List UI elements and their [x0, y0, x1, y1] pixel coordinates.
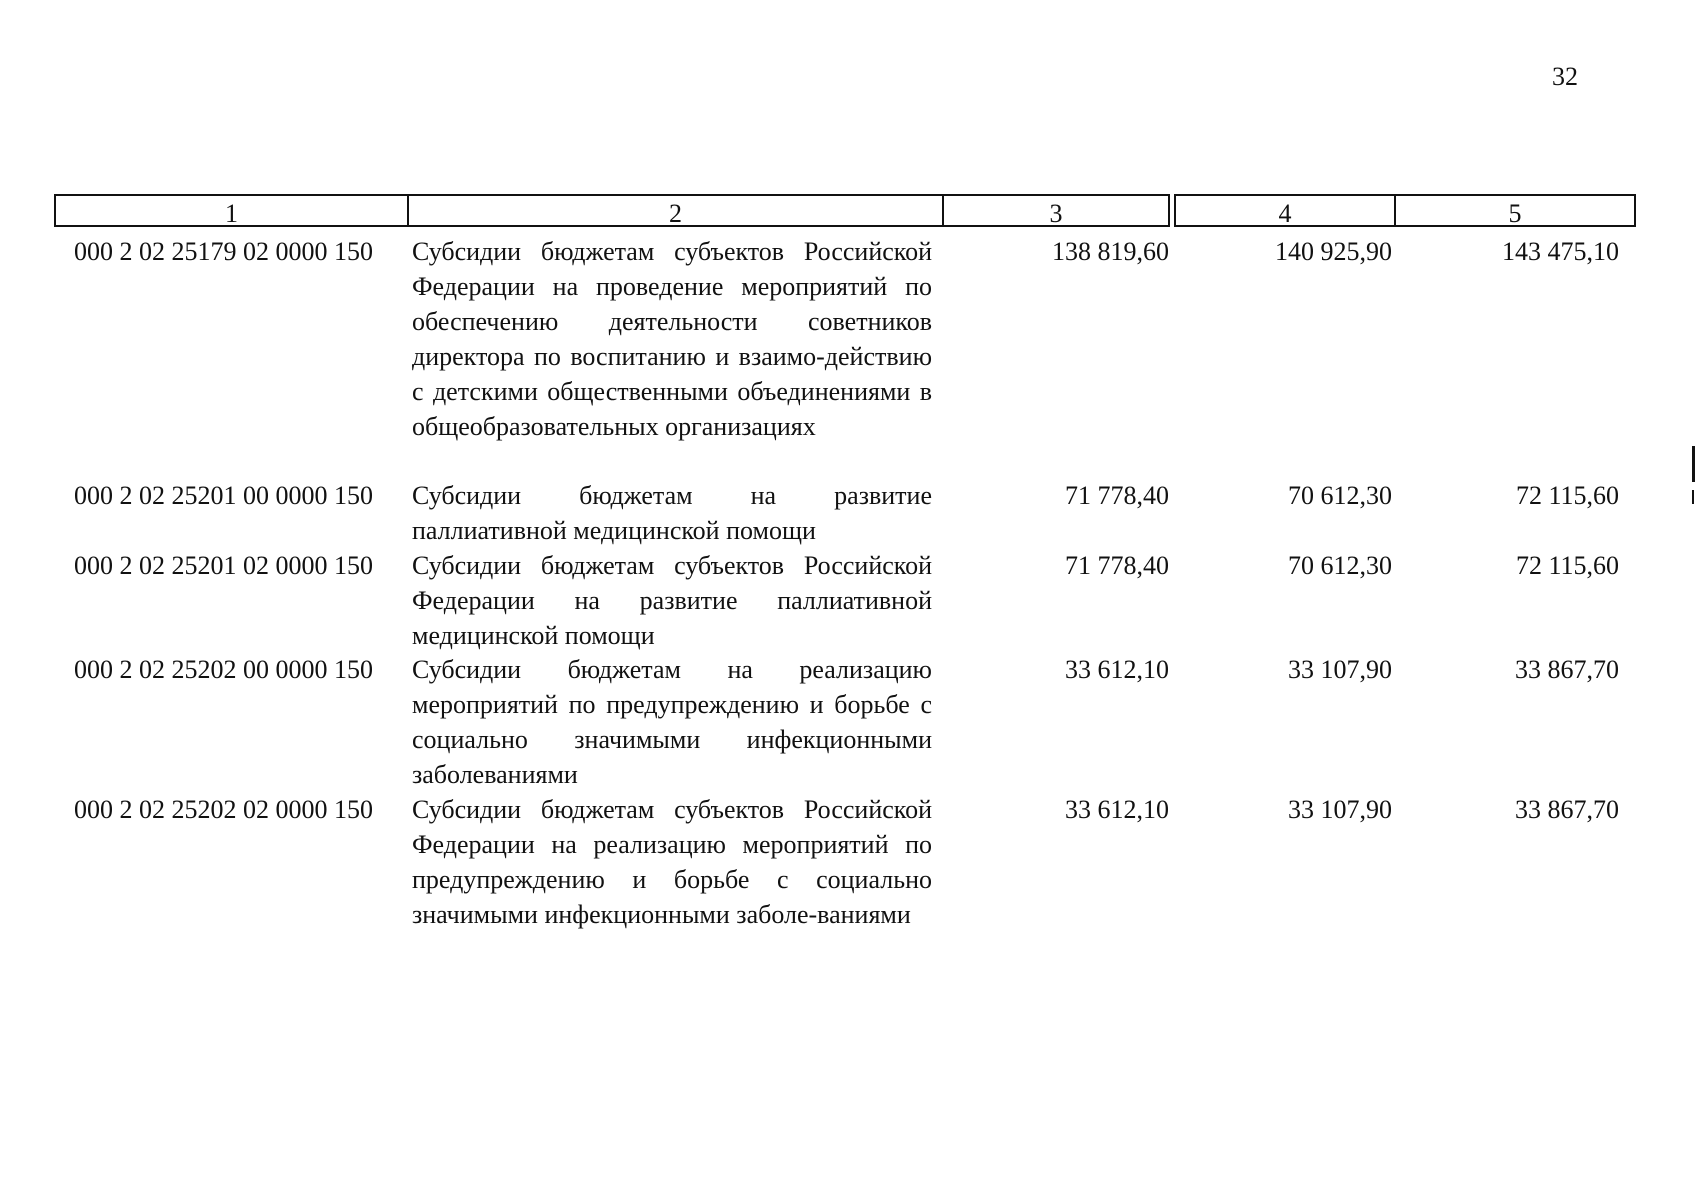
row-value-4: 33 107,90 — [1288, 655, 1392, 684]
scan-edge-mark — [1692, 490, 1694, 504]
row-value-5: 33 867,70 — [1515, 795, 1619, 824]
row-value-3: 33 612,10 — [1065, 795, 1169, 824]
row-description: Субсидии бюджетам на реализацию мероприятий по предупреждению и борьбе с социально значимыми инфекционными заболеваниями — [412, 655, 932, 789]
row-value-4: 33 107,90 — [1288, 795, 1392, 824]
row-code: 000 2 02 25179 02 0000 150 — [74, 237, 373, 266]
row-description: Субсидии бюджетам на развитие паллиативной медицинской помощи — [412, 481, 932, 545]
row-value-4: 70 612,30 — [1288, 551, 1392, 580]
row-description: Субсидии бюджетам субъектов Российской Федерации на развитие паллиативной медицинской помощи — [412, 551, 932, 650]
header-col-2: 2 — [407, 194, 944, 227]
row-value-5: 143 475,10 — [1502, 237, 1619, 266]
row-value-3: 33 612,10 — [1065, 655, 1169, 684]
row-value-3: 71 778,40 — [1065, 551, 1169, 580]
header-col-1: 1 — [54, 194, 409, 227]
row-value-5: 72 115,60 — [1515, 551, 1619, 580]
row-value-3: 138 819,60 — [1052, 237, 1169, 266]
row-code: 000 2 02 25201 02 0000 150 — [74, 551, 373, 580]
row-value-5: 33 867,70 — [1515, 655, 1619, 684]
scan-edge-mark — [1692, 446, 1695, 482]
row-value-3: 71 778,40 — [1065, 481, 1169, 510]
header-col-3: 3 — [942, 194, 1170, 227]
header-col-4: 4 — [1174, 194, 1396, 227]
header-col-5: 5 — [1394, 194, 1636, 227]
row-description: Субсидии бюджетам субъектов Российской Федерации на реализацию мероприятий по предупреждению и борьбе с социально значимыми инфекционными заболе-ваниями — [412, 795, 932, 929]
row-code: 000 2 02 25202 00 0000 150 — [74, 655, 373, 684]
row-value-5: 72 115,60 — [1515, 481, 1619, 510]
table-header-row — [54, 194, 1636, 230]
page-number: 32 — [1552, 62, 1578, 91]
row-value-4: 140 925,90 — [1275, 237, 1392, 266]
row-value-4: 70 612,30 — [1288, 481, 1392, 510]
row-description: Субсидии бюджетам субъектов Российской Федерации на проведение мероприятий по обеспечению деятельности советников директора по воспитанию и взаимо-действию с детскими общественными объединениями в общеобразовательных организациях — [412, 237, 932, 441]
row-code: 000 2 02 25202 02 0000 150 — [74, 795, 373, 824]
row-code: 000 2 02 25201 00 0000 150 — [74, 481, 373, 510]
